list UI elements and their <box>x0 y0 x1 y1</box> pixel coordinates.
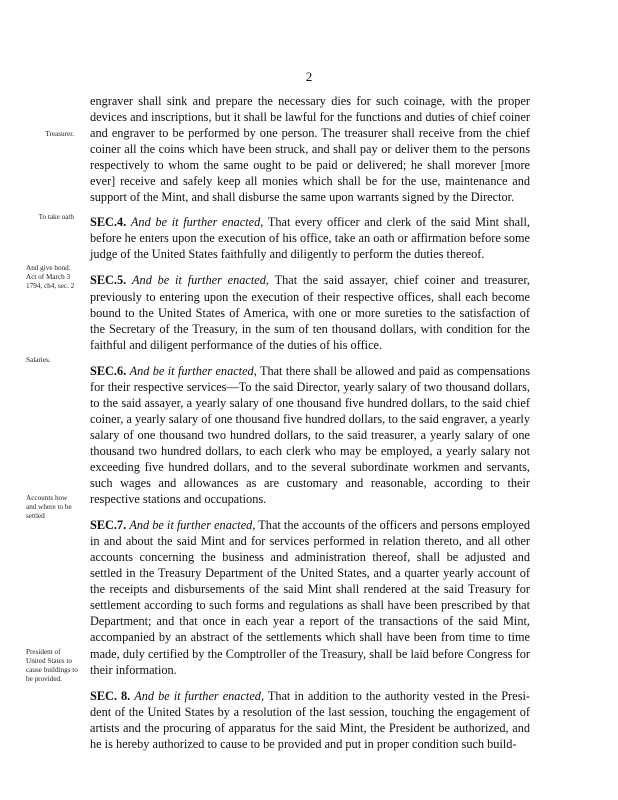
margin-note-oath: To take oath <box>38 213 74 221</box>
section-8 <box>90 688 530 752</box>
section-7-label: SEC.7. <box>90 518 127 533</box>
section-6 <box>90 363 530 507</box>
section-7 <box>90 517 530 677</box>
section-8-text: That in addition to the authority vested in the Presi-dent of the United States by a resolution of the last session, touching the engagement of artists and the procuring of apparatus for the said Mint, the President be authorized, and he is hereby authorized to cause to be provided and put in proper condition such build- <box>90 688 530 751</box>
section-5-text: That the said assayer, chief coiner and treasurer, previously to entering upon the execution of their respective offices, shall each become bound to the United States of America, with one or more sureties to the satisfaction of the Secretary of the Treasury, in the sum of ten thousand dollars, with condition for the faithful and diligent performance of the duties of his office. <box>90 273 531 352</box>
margin-note-accounts: Accounts how and where to be settled <box>26 494 72 520</box>
section-4-enacting-clause: And be it further enacted, <box>130 215 264 230</box>
section-8-enacting-clause: And be it further enacted, <box>134 688 265 703</box>
section-8-label: SEC. 8. <box>90 688 131 703</box>
section-5-enacting-clause: And be it further enacted, <box>132 273 269 288</box>
section-5-label: SEC.5. <box>90 273 127 288</box>
section-7-text: That the accounts of the officers and persons employed in and about the said Mint and for services performed in relation thereto, and all other accounts concerning the business and administration thereof, shall be adjusted and settled in the Treasury Department of the United States, and a quarter yearly account of the receipts and disbursements of the said Mint shall rendered at the said Treasury for settlement according to such forms and regulations as shall have been prescribed by that Department; and that once in each year a report of the transactions of the said Mint, accompanied by an abstract of the settlements which shall have been from time to time made, duly certified by the Comptroller of the Treasury, shall be laid before Congress for their information. <box>90 518 530 677</box>
section-6-text: That there shall be allowed and paid as compensations for their respective services—To the said Director, yearly salary of two thousand dollars, to the said assayer, a yearly salary of one thousand five hundred dollars, to the said chief coiner, a yearly salary of one thousand five hundred dollars, to the said engraver, a yearly salary of one thousand two hundred dollars, to the said treasurer, a yearly salary of one thousand two hundred dollars, to each clerk who may be employed, a yearly salary not exceeding five hundred dollars, and to the several subordinate workmen and servants, such wages and allowances as are customary and reasonable, according to their respective stations and occupations. <box>90 363 531 507</box>
statute-text <box>90 93 530 762</box>
section-4-text: That every officer and clerk of the said Mint shall, before he enters upon the execution of his office, take an oath or affirmation before some judge of the United States faithfully and diligently to perform the duties thereof. <box>90 215 530 262</box>
section-7-enacting-clause: And be it further enacted, <box>129 518 256 533</box>
margin-note-president: President of United States to cause buildings to be provided. <box>26 648 78 683</box>
page-number: 2 <box>305 69 313 84</box>
margin-note-bond: And give bond. Act of March 3 1794, ch4, sec. 2 <box>26 264 75 290</box>
section-6-enacting-clause: And be it further enacted, <box>129 363 257 378</box>
section-4 <box>90 214 530 262</box>
section-4-label: SEC.4. <box>90 215 127 230</box>
margin-note-salaries: Salaries. <box>26 356 51 364</box>
paragraph-continued: engraver shall sink and prepare the necessary dies for such coinage, with the proper devices and inscriptions, but it shall be lawful for the functions and duties of chief coiner and engraver to be performed by one person. The treasurer shall receive from the chief coiner all the coins which have been struck, and shall pay or deliver them to the persons respectively to whom the same ought to be paid or delivered; he shall morever [more ever] receive and safely keep all monies which shall be for the use, maintenance and support of the Mint, and shall disburse the same upon warrants signed by the Director. <box>90 94 530 205</box>
section-6-label: SEC.6. <box>90 363 127 378</box>
margin-note-treasurer: Treasurer. <box>45 130 74 138</box>
section-5 <box>90 272 530 352</box>
